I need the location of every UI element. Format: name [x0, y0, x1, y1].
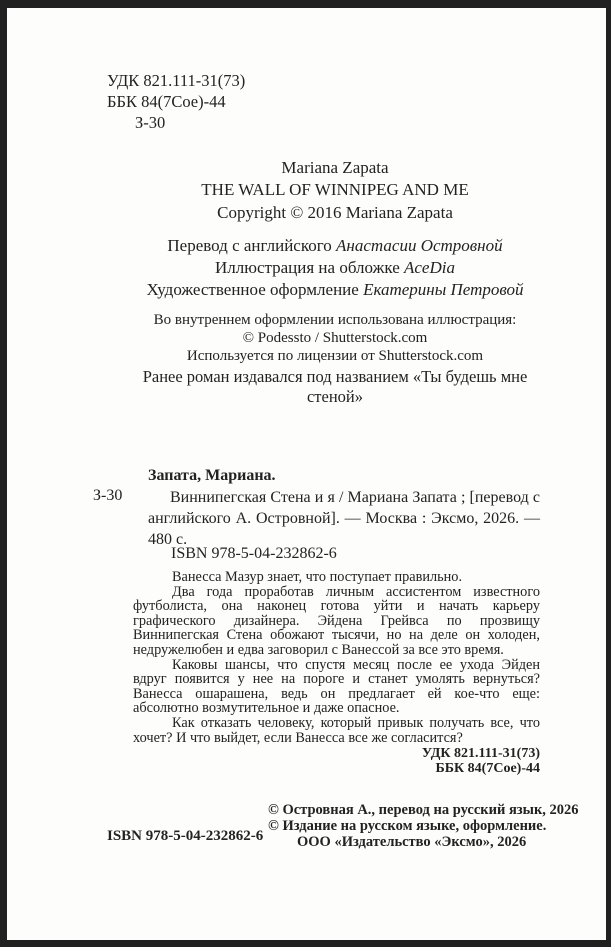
- catalog-author-sign: З-30: [93, 487, 123, 504]
- credit-label: Иллюстрация на обложке: [215, 258, 400, 278]
- copyright-edition-line: © Издание на русском языке, оформление.: [268, 818, 547, 835]
- original-title: THE WALL OF WINNIPEG AND ME: [201, 180, 469, 200]
- credit-cover-illustration: [130, 257, 540, 279]
- illustration-note: [130, 311, 540, 365]
- catalog-isbn: ISBN 978-5-04-232862-6: [171, 545, 337, 562]
- imprint-copyright-block: [268, 802, 579, 850]
- previous-title-note: Ранее роман издавался под названием «Ты будешь мне стеной»: [142, 367, 528, 406]
- credit-label: Художественное оформление: [146, 280, 359, 300]
- udk-code-bottom: УДК 821.111-31(73): [421, 746, 540, 761]
- imprint-isbn: ISBN 978-5-04-232862-6: [107, 828, 264, 844]
- illustration-license-line: Используется по лицензии от Shutterstock.com: [186, 348, 484, 364]
- catalog-entry: [93, 487, 540, 550]
- illustration-credit-line: © Podessto / Shutterstock.com: [242, 330, 428, 346]
- credit-label: Перевод с английского: [167, 236, 332, 255]
- bbk-code: ББК 84(7Сое)-44: [107, 92, 226, 111]
- publisher-line: ООО «Издательство «Эксмо», 2026: [297, 834, 527, 851]
- annotation-paragraph: Два года проработав личным ассистентом известного футболиста, она наконец готова уйти и начать карьеру графического дизайнера. Эйдена Грейвса по прозвищу Виннипегская Стена обожают тысячи, но на деле он холоден, недружелюбен и едва заговорил с Ванессой за все это время.: [133, 583, 540, 658]
- bbk-code-bottom: ББК 84(7Сое)-44: [435, 760, 540, 776]
- annotation-paragraph: Каковы шансы, что спустя месяц после ее ухода Эйден вдруг появится у нее на пороге и станет умолять вернуться? Ванесса ошарашена, ведь он предлагает ей кое-что еще: абсолютно возмутительное и даже опасное.: [133, 656, 540, 717]
- credit-name: Анастасии Островной: [336, 236, 503, 255]
- annotation-paragraph: Как отказать человеку, который привык получать все, что хочет? И что выйдет, если Ванесса все же согласится?: [133, 714, 540, 746]
- copyright-translation-line: © Островная А., перевод на русский язык, 2026: [268, 802, 579, 818]
- top-classification-codes: [107, 70, 245, 133]
- credit-name: Екатерины Петровой: [363, 280, 524, 300]
- credit-art-design: [130, 279, 540, 301]
- credits-block: [130, 235, 540, 302]
- catalog-description: Виннипегская Стена и я / Мариана Запата ; [перевод с английского А. Островной]. — Москва : Эксмо, 2026. — 480 с.: [148, 489, 540, 548]
- udk-code: УДК 821.111-31(73): [107, 71, 246, 90]
- page-surface: [7, 8, 606, 940]
- original-author: Mariana Zapata: [281, 158, 389, 177]
- annotation-paragraph: Ванесса Мазур знает, что поступает правильно.: [172, 569, 463, 585]
- bottom-classification-codes: [422, 747, 540, 776]
- credit-name: AceDia: [404, 258, 455, 278]
- catalog-author-header: Запата, Мариана.: [148, 467, 276, 484]
- original-title-block: [130, 157, 540, 224]
- credit-translation: [130, 235, 540, 257]
- author-sign: З-30: [135, 113, 166, 132]
- annotation-block: [133, 570, 540, 745]
- original-copyright: Copyright © 2016 Mariana Zapata: [217, 202, 453, 222]
- illustration-note-line: Во внутреннем оформлении использована иллюстрация:: [153, 312, 517, 328]
